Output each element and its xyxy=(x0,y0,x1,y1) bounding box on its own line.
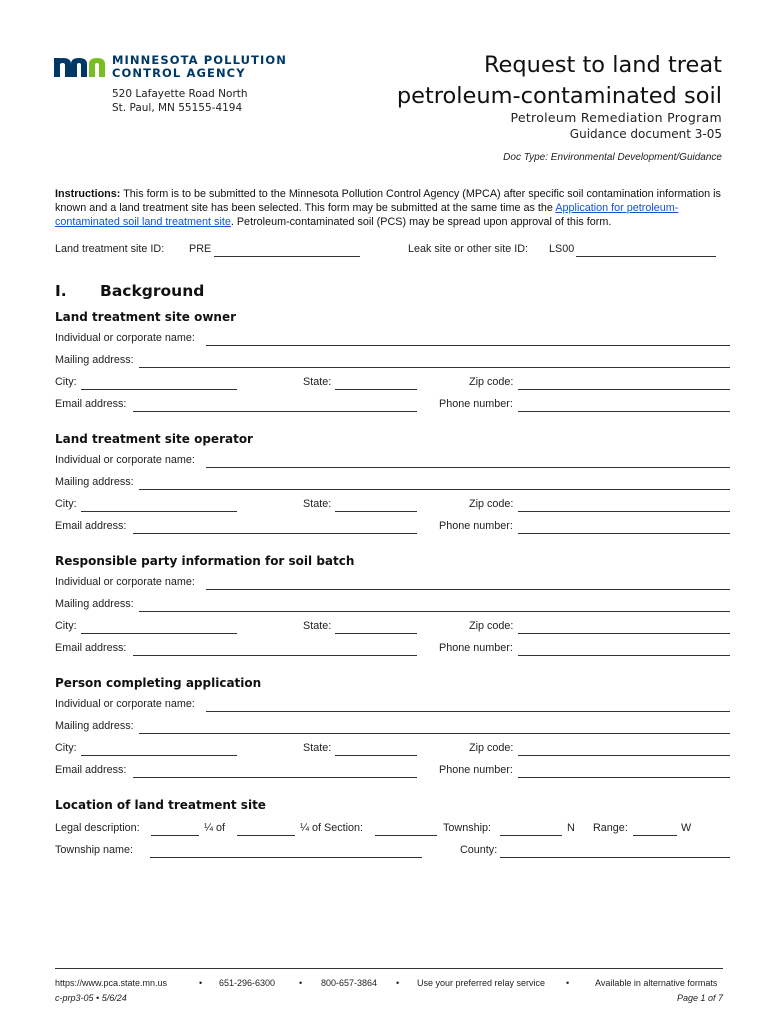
mailing-row xyxy=(55,354,730,370)
city-field[interactable] xyxy=(81,755,237,756)
township-label: Township: xyxy=(443,822,492,834)
city-label: City: xyxy=(55,742,77,754)
mailing-label: Mailing address: xyxy=(55,476,134,488)
zip-label: Zip code: xyxy=(469,742,514,754)
name-field[interactable] xyxy=(206,467,730,468)
north-label: N xyxy=(567,822,575,834)
township-name-row xyxy=(55,844,730,860)
email-phone-row xyxy=(55,398,730,414)
mailing-field[interactable] xyxy=(139,367,730,368)
legal-description-label: Legal description: xyxy=(55,822,140,834)
phone-label: Phone number: xyxy=(439,398,513,410)
quarter-of-label: ¼ of xyxy=(204,822,226,834)
phone-field[interactable] xyxy=(518,533,730,534)
zip-label: Zip code: xyxy=(469,620,514,632)
program-name: Petroleum Remediation Program xyxy=(510,110,722,125)
range-field[interactable] xyxy=(633,835,677,836)
site-id-field[interactable] xyxy=(214,256,360,257)
state-field[interactable] xyxy=(335,633,417,634)
range-label: Range: xyxy=(593,822,628,834)
phone-label: Phone number: xyxy=(439,642,513,654)
subsection-heading: Person completing application xyxy=(55,676,262,690)
email-field[interactable] xyxy=(133,777,417,778)
email-label: Email address: xyxy=(55,398,127,410)
name-field[interactable] xyxy=(206,589,730,590)
township-name-label: Township name: xyxy=(55,844,134,856)
city-state-zip-row xyxy=(55,498,730,514)
name-row xyxy=(55,698,730,714)
county-field[interactable] xyxy=(500,857,730,858)
zip-field[interactable] xyxy=(518,633,730,634)
section-label: ¼ of Section: xyxy=(300,822,364,834)
mailing-label: Mailing address: xyxy=(55,598,134,610)
section-field[interactable] xyxy=(375,835,437,836)
footer-divider xyxy=(55,968,723,969)
instructions: Instructions: This form is to be submitted to the Minnesota Pollution Control Agency (MPCA) after specific soil contamination information is known and a land treatment site has been selected. This form may be submitted at the same time as the Application for petroleum-contaminated soil land treatment site. Petroleum-contaminated soil (PCS) may be spread upon approval of this form. xyxy=(55,188,721,229)
mailing-row xyxy=(55,476,730,492)
mailing-row xyxy=(55,720,730,736)
name-row xyxy=(55,576,730,592)
footer-relay: Use your preferred relay service xyxy=(417,978,546,988)
email-phone-row xyxy=(55,642,730,658)
west-label: W xyxy=(681,822,692,834)
mailing-row xyxy=(55,598,730,614)
name-field[interactable] xyxy=(206,345,730,346)
city-field[interactable] xyxy=(81,633,237,634)
quarter-quarter-field[interactable] xyxy=(151,835,199,836)
state-field[interactable] xyxy=(335,389,417,390)
zip-field[interactable] xyxy=(518,755,730,756)
agency-address: 520 Lafayette Road North St. Paul, MN 55155-4194 xyxy=(112,88,248,114)
state-label: State: xyxy=(303,376,332,388)
mailing-field[interactable] xyxy=(139,733,730,734)
zip-field[interactable] xyxy=(518,511,730,512)
footer-formats: Available in alternative formats xyxy=(595,978,718,988)
mailing-field[interactable] xyxy=(139,489,730,490)
email-label: Email address: xyxy=(55,764,127,776)
footer-bullet: • xyxy=(566,978,570,988)
footer-phone1: 651-296-6300 xyxy=(219,978,276,988)
phone-label: Phone number: xyxy=(439,764,513,776)
city-state-zip-row xyxy=(55,376,730,392)
township-name-field[interactable] xyxy=(150,857,422,858)
quarter-field[interactable] xyxy=(237,835,295,836)
zip-label: Zip code: xyxy=(469,498,514,510)
phone-field[interactable] xyxy=(518,411,730,412)
phone-label: Phone number: xyxy=(439,520,513,532)
township-field[interactable] xyxy=(500,835,562,836)
name-label: Individual or corporate name: xyxy=(55,332,195,344)
site-id-label: Land treatment site ID: xyxy=(55,243,165,255)
mailing-label: Mailing address: xyxy=(55,720,134,732)
section-heading: I. Background xyxy=(55,282,205,300)
guidance-document: Guidance document 3-05 xyxy=(569,127,722,141)
instructions-label: Instructions: xyxy=(55,188,121,200)
name-label: Individual or corporate name: xyxy=(55,454,195,466)
city-state-zip-row xyxy=(55,620,730,636)
city-label: City: xyxy=(55,376,77,388)
subsection-heading: Responsible party information for soil batch xyxy=(55,554,355,568)
name-label: Individual or corporate name: xyxy=(55,576,195,588)
location-heading: Location of land treatment site xyxy=(55,798,266,812)
email-field[interactable] xyxy=(133,655,417,656)
mailing-label: Mailing address: xyxy=(55,354,134,366)
email-field[interactable] xyxy=(133,411,417,412)
footer-url[interactable]: https://www.pca.state.mn.us xyxy=(55,978,168,988)
footer-bullet: • xyxy=(299,978,303,988)
doc-type: Doc Type: Environmental Development/Guidance xyxy=(503,152,722,163)
site-id-prefix: PRE xyxy=(189,243,212,255)
leak-site-id-field[interactable] xyxy=(576,256,716,257)
footer-bullet: • xyxy=(396,978,400,988)
zip-label: Zip code: xyxy=(469,376,514,388)
email-phone-row xyxy=(55,764,730,780)
agency-name: MINNESOTA POLLUTION CONTROL AGENCY xyxy=(112,53,287,80)
leak-site-id-prefix: LS00 xyxy=(549,243,575,255)
leak-site-id-label: Leak site or other site ID: xyxy=(408,243,529,255)
city-field[interactable] xyxy=(81,511,237,512)
zip-field[interactable] xyxy=(518,389,730,390)
subsection-heading: Land treatment site operator xyxy=(55,432,253,446)
name-label: Individual or corporate name: xyxy=(55,698,195,710)
mailing-field[interactable] xyxy=(139,611,730,612)
name-row xyxy=(55,332,730,348)
footer-code: c-prp3-05 • 5/6/24 xyxy=(55,993,127,1003)
email-label: Email address: xyxy=(55,642,127,654)
email-phone-row xyxy=(55,520,730,536)
site-ids-row xyxy=(55,243,730,259)
state-field[interactable] xyxy=(335,511,417,512)
city-label: City: xyxy=(55,620,77,632)
phone-field[interactable] xyxy=(518,655,730,656)
mpca-logo-icon xyxy=(54,55,106,77)
email-label: Email address: xyxy=(55,520,127,532)
page-title: Request to land treat petroleum-contaminated soil xyxy=(396,52,722,109)
city-label: City: xyxy=(55,498,77,510)
legal-description-row xyxy=(55,822,730,838)
subsection-heading: Land treatment site owner xyxy=(55,310,237,324)
state-label: State: xyxy=(303,498,332,510)
footer-phone2: 800-657-3864 xyxy=(321,978,378,988)
footer-bullet: • xyxy=(199,978,203,988)
state-label: State: xyxy=(303,742,332,754)
county-label: County: xyxy=(460,844,498,856)
page-number: Page 1 of 7 xyxy=(676,993,723,1003)
phone-field[interactable] xyxy=(518,777,730,778)
application-link[interactable]: Application for petroleum-contaminated soil land treatment site xyxy=(55,202,679,229)
email-field[interactable] xyxy=(133,533,417,534)
name-field[interactable] xyxy=(206,711,730,712)
city-state-zip-row xyxy=(55,742,730,758)
city-field[interactable] xyxy=(81,389,237,390)
name-row xyxy=(55,454,730,470)
state-label: State: xyxy=(303,620,332,632)
state-field[interactable] xyxy=(335,755,417,756)
